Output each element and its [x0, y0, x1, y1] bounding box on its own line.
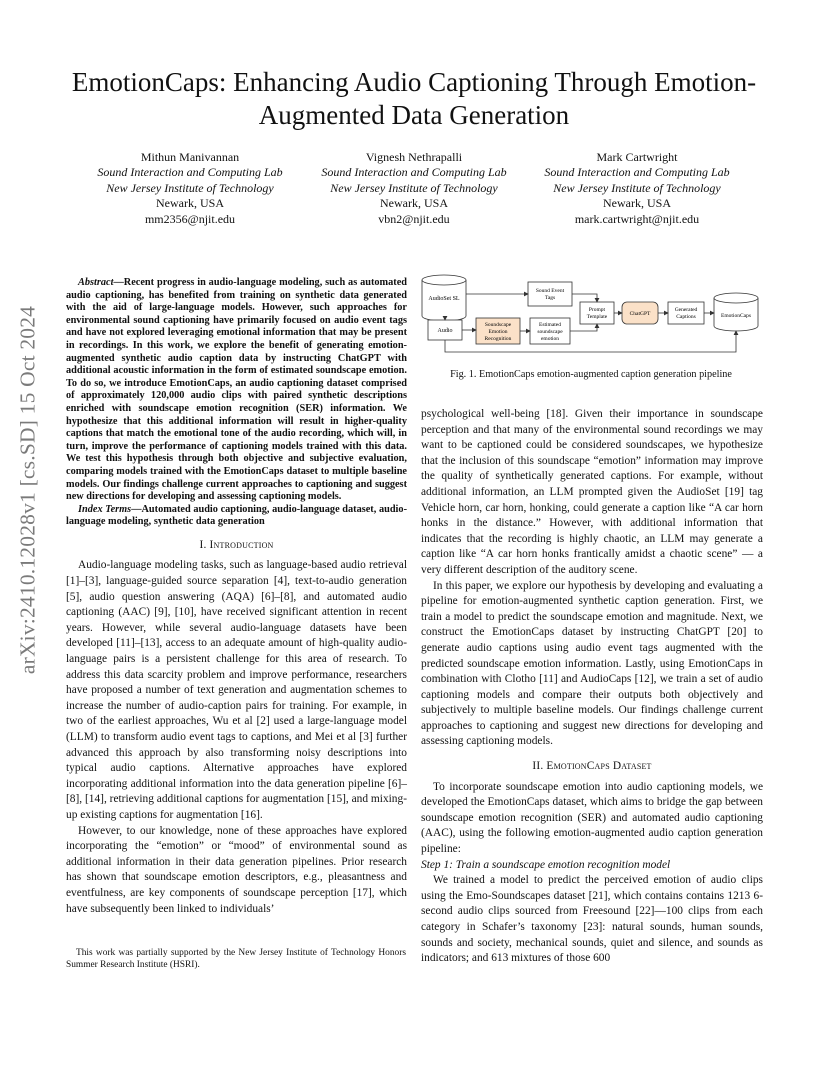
figure-caption: Fig. 1. EmotionCaps emotion-augmented caption generation pipeline	[450, 369, 732, 380]
index-terms-label: Index Terms	[78, 503, 132, 515]
abstract-label: Abstract	[78, 277, 114, 288]
abstract-text: —Recent progress in audio-language modeling, such as automated audio captioning, has benefited from training on synthetic data generated with the aid of large-language models. However, such approaches for environmental sound captioning have primarily focused on audio event tags and have not explored leveraging emotional information that may be present in recordings. In this work, we explore the benefit of generating emotion-augmented synthetic audio caption data by instructing ChatGPT with additional acoustic information in the form of estimated soundscape emotion. To do so, we introduce EmotionCaps, an audio captioning dataset comprised of approximately 120,000 audio clips with paired synthetic descriptions enriched with soundscape emotion recognition (SER) information. We hypothesize that this additional information will result in higher-quality captions that match the emotional tone of the audio recording, which will, in turn, improve the performance of captioning models trained with this data. We test this hypothesis through both objective and subjective evaluation, comparing models trained with the EmotionCaps dataset to multiple baseline models. Our findings challenge current approaches to captioning and suggest new directions for developing and assessing captioning models.	[66, 277, 407, 503]
emotioncaps-label: EmotionCaps	[721, 313, 751, 319]
author-institution: New Jersey Institute of Technology	[106, 180, 274, 195]
author-name: Mark Cartwright	[596, 150, 678, 164]
right-column	[421, 407, 763, 967]
author-2	[299, 150, 529, 227]
audioset-label: AudioSet SL	[428, 296, 460, 302]
generated-label: Generated Captions	[674, 307, 698, 320]
author-1	[75, 150, 305, 227]
right-paragraph-1: psychological well-being [18]. Given their importance in soundscape perception and that many of the environmental sound recordings we may want to be captioned could be considered soundscapes, we hypothesize that the inclusion of this soundscape “emotion” information may improve the quality of synthetically generated captions. For example, without additional information, an LLM prompted given the AudioSet [19] tag Vehicle horn, car horn, honking, could generate a caption like “A car horn honks in the distance.” However, with additional information that indicates that the recording is highly chaotic, an LLM may generate a caption like “A car horn honks frantically amidst a chaotic scene” — a very different description of the auditory scene.	[421, 408, 763, 576]
step1-paragraph: We trained a model to predict the perceived emotion of audio clips using the Emo-Soundscapes dataset [21], which contains contains 1213 6-second audio clips sourced from Freesound [22]—100 clips from each category in Schafer’s taxonomy [23]: natural sounds, human sounds, sounds and society, mechanical sounds, quiet and silence, and sounds as indicators; and 613 mixtures of those 600	[421, 874, 763, 965]
estimated-label: Estimated soundscape emotion	[537, 322, 563, 342]
author-location: Newark, USA	[156, 196, 224, 211]
generated-box	[668, 302, 704, 324]
author-location: Newark, USA	[380, 196, 448, 211]
intro-paragraph-1: Audio-language modeling tasks, such as language-based audio retrieval [1]–[3], language-guided source separation [4], text-to-audio generation [5], audio question answering (AQA) [6]–[8], and automated audio captioning (AAC) [9], [10], have received significant attention in recent years. However, while several audio-language datasets have been developed [11]–[13], access to an adequate amount of high-quality audio-language pairs is a persistent challenge for this area of research. To address this data scarcity problem and improve performance, researchers have proposed a number of text generation and augmentation schemes to increase the number of audio-caption pairs for training. For example, in two of the earliest approaches, Wu et al [2] used a large-language model (LLM) to transform audio event tags to captions, and Mei et al [3] further advanced this approach by also transforming noisy descriptions into typical audio captions. Alternative approaches have explored incorporating additional information into the data generation pipeline [6]–[8], [14], retrieving additional captions for augmentation [15], and mixing-up existing captions for augmentation [16].	[66, 559, 407, 821]
arxiv-stamp	[10, 290, 46, 690]
emotioncaps-node	[714, 293, 758, 331]
author-3	[522, 150, 752, 227]
author-location: Newark, USA	[603, 196, 671, 211]
audio-label: Audio	[437, 328, 453, 334]
author-institution: New Jersey Institute of Technology	[330, 180, 498, 195]
pipeline-figure	[420, 272, 762, 362]
author-email[interactable]: mark.cartwright@njit.edu	[574, 211, 700, 226]
footnote: This work was partially supported by the New Jersey Institute of Technology Honors Summer Research Institute (HSRI).	[66, 948, 406, 970]
tags-label: Sound Event Tags	[535, 288, 565, 301]
arxiv-id: arXiv:2410.12028v1 [cs.SD] 15 Oct 2024	[15, 305, 40, 675]
paper-title: EmotionCaps: Enhancing Audio Captioning Through Emotion-Augmented Data Generation	[71, 67, 757, 130]
prompt-label: Prompt Template	[586, 307, 608, 320]
author-lab: Sound Interaction and Computing Lab	[97, 165, 283, 180]
author-email[interactable]: mm2356@njit.edu	[144, 211, 236, 226]
author-name: Mithun Manivannan	[140, 150, 240, 164]
left-column	[66, 277, 407, 917]
section-heading-introduction: I. Introduction	[199, 538, 274, 551]
intro-paragraph-2: However, to our knowledge, none of these approaches have explored incorporating the “emotion” or “mood” of environmental sound as additional information in their data generation pipelines. Prior research has shown that soundscape emotion descriptors, e.g., pleasantness and eventfulness, are key components of soundscape perception [17], which have subsequently been linked to individuals’	[66, 824, 407, 915]
author-lab: Sound Interaction and Computing Lab	[321, 165, 507, 180]
prompt-box	[580, 302, 614, 324]
author-name: Vignesh Nethrapalli	[365, 150, 463, 164]
ser-label: Soundscape Emotion Recognition	[484, 322, 512, 342]
tags-box	[528, 282, 572, 306]
step1-heading: Step 1: Train a soundscape emotion recognition model	[421, 858, 671, 871]
audioset-node	[422, 275, 466, 321]
author-lab: Sound Interaction and Computing Lab	[544, 165, 730, 180]
chatgpt-label: ChatGPT	[629, 311, 651, 317]
author-institution: New Jersey Institute of Technology	[553, 180, 721, 195]
right-paragraph-2: In this paper, we explore our hypothesis by developing and evaluating a pipeline for emotion-augmented synthetic caption generation. First, we train a model to predict the soundscape emotion and magnitude. Next, we construct the EmotionCaps dataset by instructing ChatGPT [20] to generate audio captions using audio event tags augmented with the predicted soundscape emotion information. Lastly, using EmotionCaps in combination with Clotho [11] and AudioCaps [12], we train a set of audio captioning models and compare their outputs both objectively and subjectively to multiple baseline models. Our findings challenge current approaches to captioning and suggest new directions for developing and assessing captioning models.	[421, 579, 763, 748]
section-heading-dataset: II. EmotionCaps Dataset	[532, 760, 652, 773]
dataset-paragraph-1: To incorporate soundscape emotion into audio captioning models, we developed the EmotionCaps dataset, which aims to bridge the gap between soundscape emotion recognition (SER) and automated audio captioning (AAC), using the following emotion-augmented audio caption generation pipeline:	[421, 780, 763, 856]
index-terms-text: —Automated audio captioning, audio-language dataset, audio-language modeling, synthetic data generation	[66, 503, 407, 528]
abstract	[66, 277, 407, 529]
author-email[interactable]: vbn2@njit.edu	[378, 211, 450, 226]
